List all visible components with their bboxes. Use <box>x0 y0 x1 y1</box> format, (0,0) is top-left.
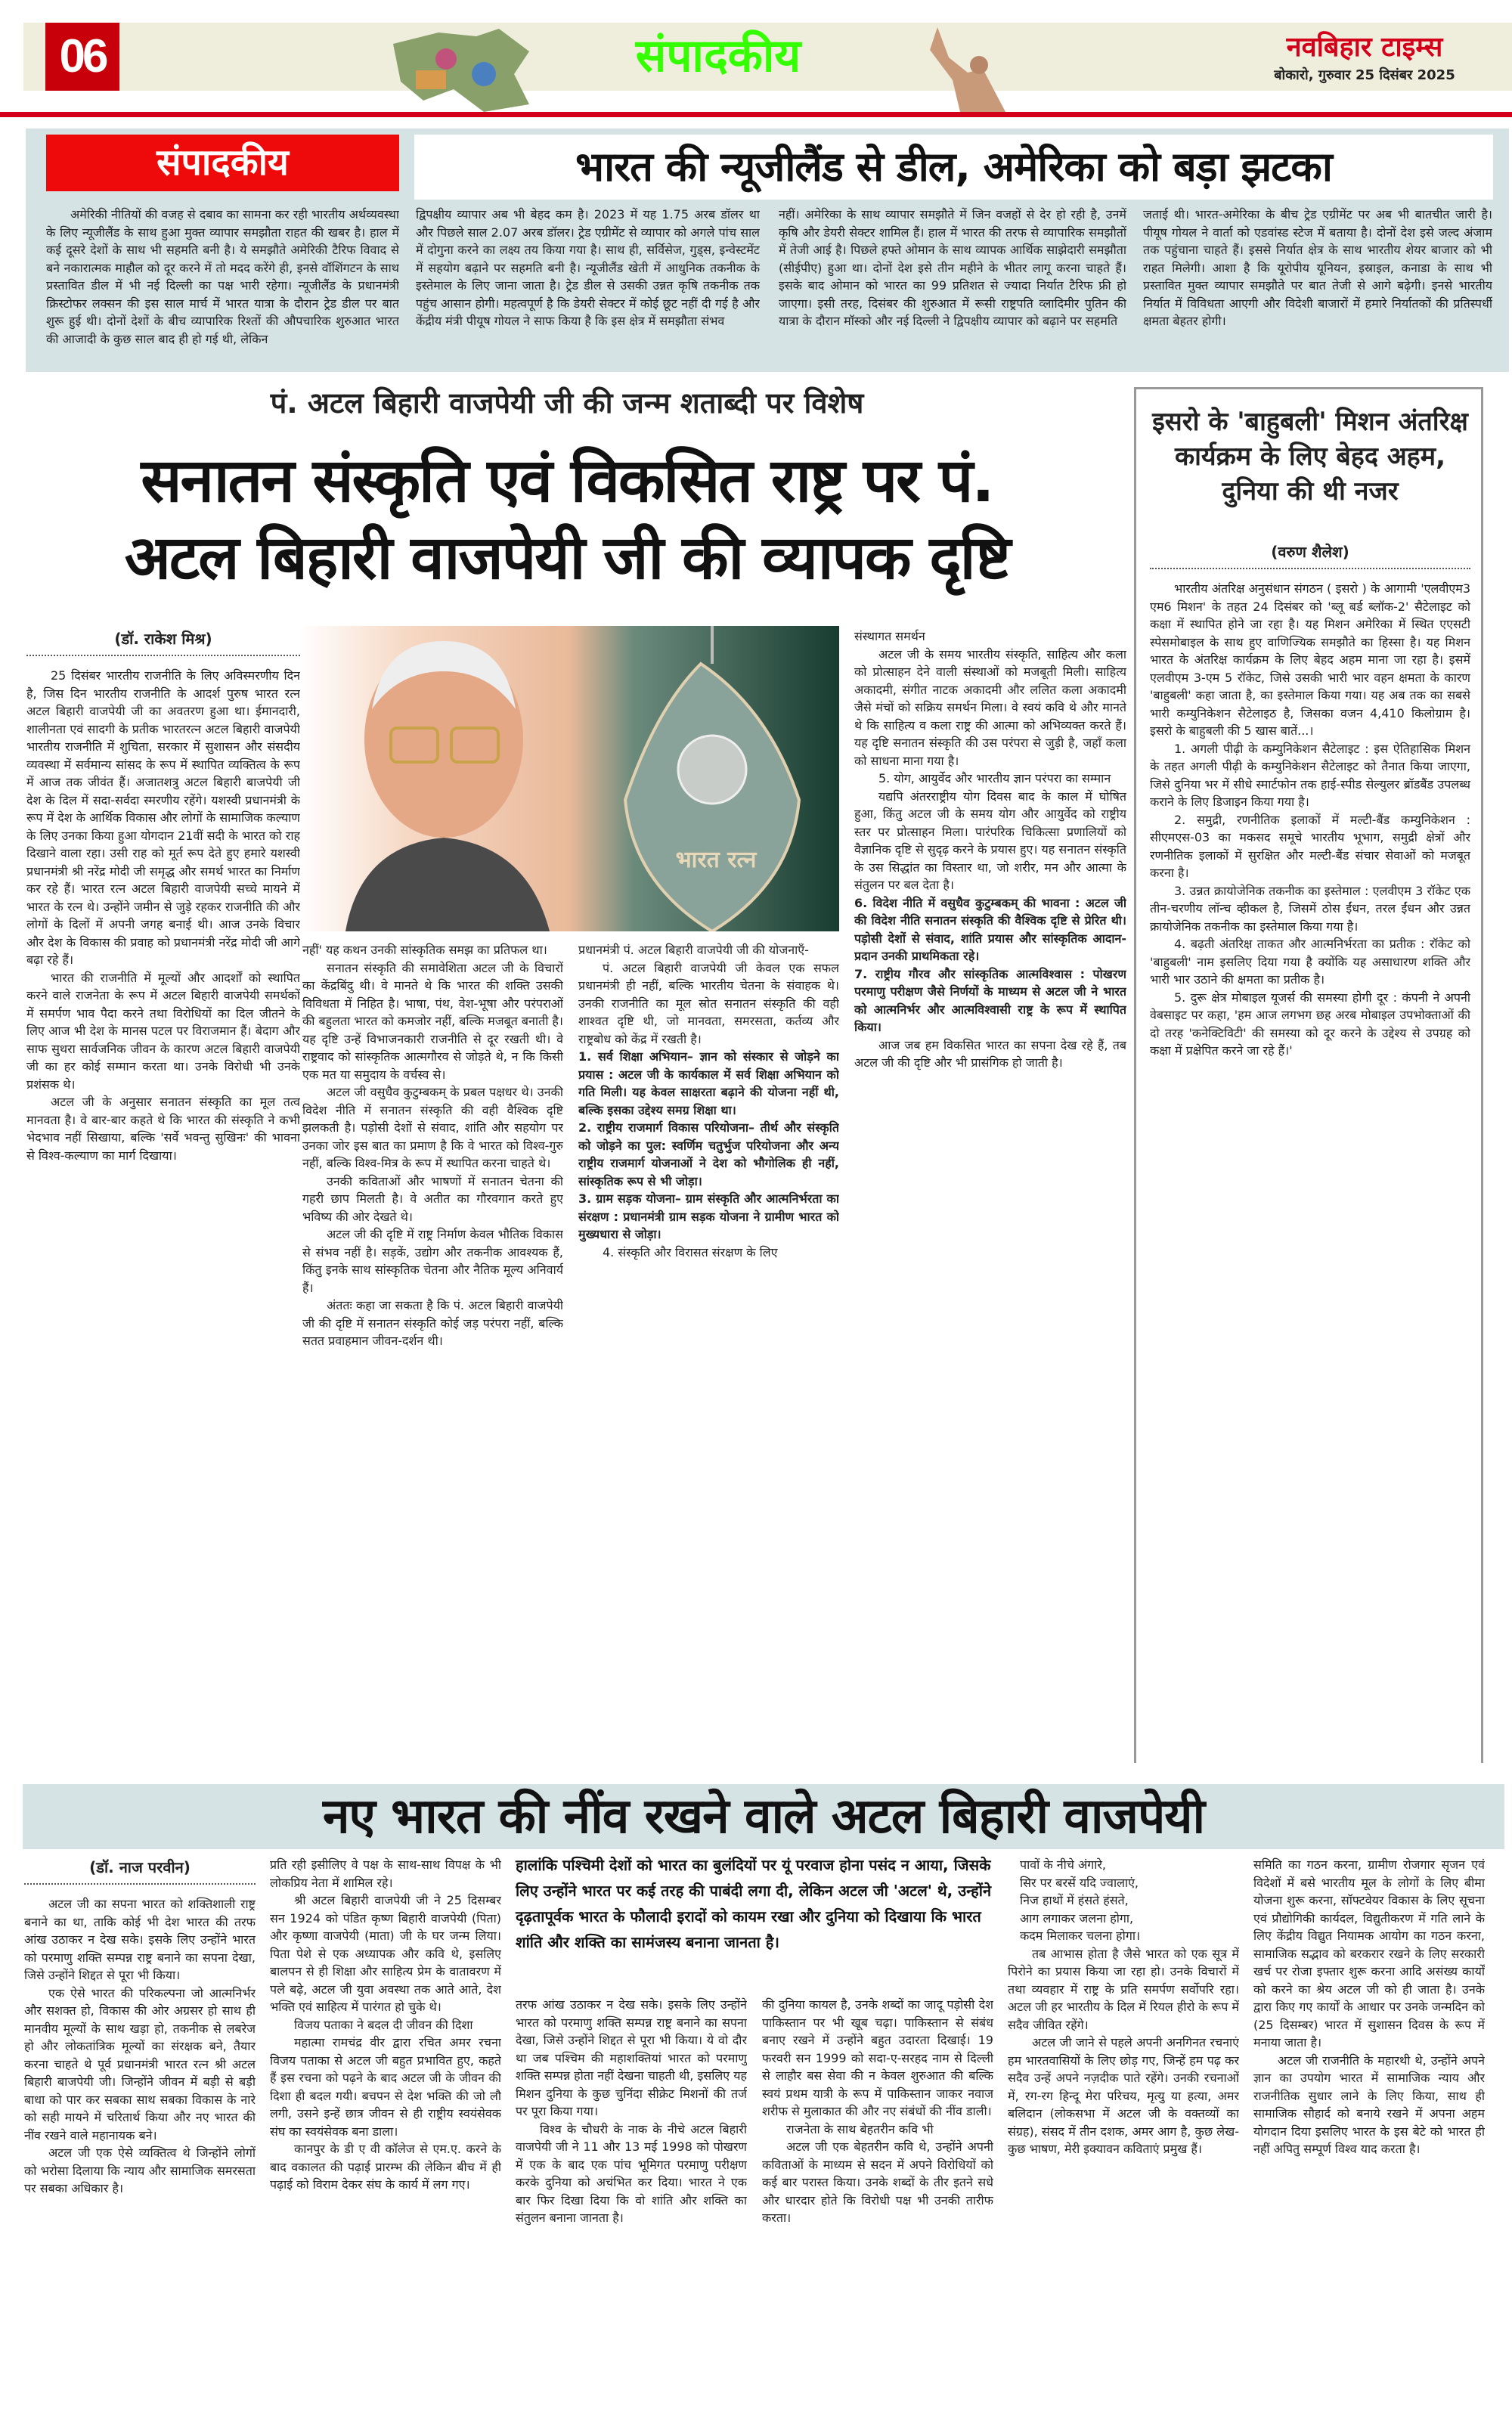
poem-line: आग लगाकर जलना होगा, <box>1020 1910 1134 1926</box>
paragraph: विश्व के चौधरी के नाक के नीचे अटल बिहारी वाजपेयी जी ने 11 और 13 मई 1998 को पोखरण में एक के बाद एक पांच भूमिगत परमाणु परीक्षण करके दुनिया को अचंभित कर दिया। भारत ने एक बार फिर दिखा दिया कि वो शांति और शक्ति का संतुलन बनाना जानता है। <box>516 2121 747 2225</box>
isro-headline: इसरो के 'बाहुबली' मिशन अंतरिक्ष कार्यक्रम के लिए बेहद अहम, दुनिया की थी नजर <box>1152 407 1468 507</box>
editorial-column-4 <box>1143 206 1492 366</box>
paragraph: राजनेता के साथ बेहतरीन कवि भी <box>786 2121 934 2136</box>
paragraph: 25 दिसंबर भारतीय राजनीति के लिए अविस्मरणीय दिन है, जिस दिन भारतीय राजनीति के आदर्श पुरुष भारत रत्न अटल बिहारी वाजपेयी जी का अवतरण हुआ था। ईमानदारी, शालीनता एवं सादगी के प्रतीक भारतरत्न अटल बिहारी वाजपेयी भारतीय राजनीति में शुचिता, सरकार में सुशासन और संसदीय व्यवस्था में सर्वमान्य सांसद के रूप में स्थापित व्यक्तित्व के रूप में आज तक जीवंत हैं। अजातशत्रु अटल बिहारी बाजपेयी जी देश के दिल में सदा-सर्वदा स्मरणीय रहेंगे। यशस्वी प्रधानमंत्री के रूप में देश के आर्थिक विकास और लोगों के सामाजिक कल्याण के लिए उनका किया हुआ योगदान 21वीं सदी के भारत को राह दिखाने वाला रहा। उसी राह को मूर्त रूप देते हुए हमारे यशस्वी प्रधानमंत्री श्री नरेंद्र मोदी जी समृद्ध और समर्थ भारत का निर्माण कर रहे हैं। भारत रत्न अटल बिहारी वाजपेयी सच्चे मायने में भारत के रत्न थे। उन्होंने जमीन से जुड़े रहकर राजनीति की और लोगों के दिलों में अपनी जगह बनाई थी। आज उनके विचार और देश के विकास की प्रवाह को प्रधानमंत्री नरेंद्र मोदी जी आगे बढ़ा रहे हैं। <box>26 668 300 967</box>
dateline: बोकारो, गुरुवार 25 दिसंबर 2025 <box>1274 67 1455 83</box>
byline: (डॉ. नाज परवीन) <box>24 1856 256 1885</box>
paragraph: नहीं' यह कथन उनकी सांस्कृतिक समझ का प्रतिफल था। <box>302 943 547 957</box>
paragraph: सनातन संस्कृति की समावेशिता अटल जी के विचारों का केंद्रबिंदु थी। वे मानते थे कि भारत की शक्ति उसकी विविधता में निहित है। भाषा, पंथ, वेश-भूषा और परंपराओं की बहुलता भारत को कमजोर नहीं, बल्कि मजबूत बनाती है। यह दृष्टि उन्हें विभाजनकारी राजनीति से दूर रखती थी। वे राष्ट्रवाद को सांस्कृतिक आत्मगौरव से जोड़ते थे, न कि किसी एक मत या समुदाय के वर्चस्व से। <box>302 960 563 1082</box>
bottom-column-4 <box>762 1996 993 2423</box>
medal-inscription: भारत रत्न <box>675 847 757 873</box>
paragraph: अमेरिकी नीतियों की वजह से दबाव का सामना कर रही भारतीय अर्थव्यवस्था के लिए न्यूजीलैंड के साथ हुआ मुक्त व्यापार समझौता राहत की खबर है। हाल में कई दूसरे देशों के साथ भी सहमति बनी है। ये समझौते अमेरिकी टैरिफ विवाद से बने नकारात्मक माहौल को दूर करने में तो मदद करेंगे ही, इनसे वॉशिंगटन के साथ प्रस्तावित डील में भी नई दिल्ली का पक्ष भारी रहेगा। न्यूजीलैंड के प्रधानमंत्री क्रिस्टोफर लक्सन की इस साल मार्च में भारत यात्रा के दौरान ट्रेड डील पर बात शुरू हुई थी। दोनों देशों के बीच व्यापारिक रिश्तों की औपचारिक शुरुआत भारत की आजादी के कुछ साल बाद ही हो गई थी, लेकिन <box>46 207 399 346</box>
article-column-1 <box>26 627 300 1761</box>
editorial-label: संपादकीय <box>46 135 399 191</box>
paragraph: भारतीय अंतरिक्ष अनुसंधान संगठन ( इसरो ) के आगामी 'एलवीएम3 एम6 मिशन' के तहत 24 दिसंबर को 'ब्लू बर्ड ब्लॉक-2' सैटेलाइट को कक्षा में स्थापित होने जा रहा है। यह मिशन अमेरिका में स्थित एएसटी स्पेसमोबाइल के साथ हुए वाणिज्यिक समझौते का हिस्सा है। यह मिशन भारत के अंतरिक्ष कार्यक्रम के लिए बेहद अहम माना जा रहा है। इसमें एलवीएम 3-एम 5 रॉकेट, जिसे उसकी भारी भार वहन क्षमता के कारण 'बाहुबली' कहा जाता है, का इस्तेमाल किया गया। यह अब तक का सबसे भारी कम्युनिकेशन सैटेलाइठ है, जिसका वजन 4,410 किलोग्राम है। इसरो के बाहुबली की 5 खास बातें...। <box>1150 581 1470 738</box>
bottom-column-2 <box>270 1856 501 2423</box>
paragraph: विजय पताका ने बदल दी जीवन की दिशा <box>294 2017 473 2032</box>
poem-line: निज हाथों में हंसते हंसते, <box>1020 1893 1129 1907</box>
headline-line: अटल बिहारी वाजपेयी जी की व्यापक दृष्टि <box>124 522 1010 593</box>
paragraph: समिति का गठन करना, ग्रामीण रोजगार सृजन एवं विदेशों में बसे भारतीय मूल के लोगों के लिए बीमा योजना शुरू करना, सॉफ्टवेयर विकास के लिए सूचना एवं प्रौद्योगिकी कार्यदल, विद्युतीकरण में गति लाने के लिए केंद्रीय विद्युत नियामक आयोग का गठन करना, सामाजिक सद्भाव को बरकरार रखने के लिए सरकारी खर्च पर रोजा इफ्तार शुरू करना आदि असंख्य कार्यों को करने का श्रेय अटल जी को ही जाता है। उनके द्वारा किए गए कार्यों के आधार पर उनके जन्मदिन को (25 दिसम्बर) भारत में सुशासन दिवस के रूप में मनाया जाता है। <box>1253 1857 1485 2049</box>
pull-quote: हालांकि पश्चिमी देशों को भारत का बुलंदियों पर यूं परवाज होना पसंद न आया, जिसके लिए उन्होंने भारत पर कई तरह की पाबंदी लगा दी, लेकिन अटल जी 'अटल' थे, उन्होंने दृढ़तापूर्वक भारत के फौलादी इरादों को कायम रखा और दुनिया को दिखाया कि भारत शांति और शक्ति का सामंजस्य बनाना जानता है। <box>516 1856 992 1951</box>
article-headline <box>23 442 1111 596</box>
paragraph: अंततः कहा जा सकता है कि पं. अटल बिहारी वाजपेयी जी की दृष्टि में सनातन संस्कृति कोई जड़ परंपरा नहीं, बल्कि सतत प्रवाहमान जीवन-दर्शन थी। <box>302 1298 563 1348</box>
paragraph: की दुनिया कायल है, उनके शब्दों का जादू पड़ोसी देश पाकिस्तान पर भी खूब चढ़ा। पाकिस्तान से संबंध बनाए रखने में उन्होंने बहुत उदारता दिखाई। 19 फरवरी सन 1999 को सदा-ए-सरहद नाम से दिल्ली से लाहौर बस सेवा की न केवल शुरुआत की बल्कि स्वयं प्रथम यात्री के रूप में पाकिस्तान जाकर नवाज शरीफ से मुलाकात की और नए संबंधों की नींव डाली। <box>762 1997 993 2118</box>
paragraph: तरफ आंख उठाकर न देख सके। इसके लिए उन्होंने भारत को परमाणु शक्ति सम्पन्न राष्ट्र बनाने का सपना देखा, जिसे उन्होंने शिद्दत से पूरा भी किया। ये वो दौर था जब पश्चिम की महाशक्तियां भारत को परमाणु शक्ति सम्पन्न होता नहीं देखना चाहती थी, इसलिए यह मिशन दुनिया के कुछ चुनिंदा सीक्रेट मिशनों की तर्ज पर पूरा किया गया। <box>516 1997 747 2118</box>
paragraph: अटल जी एक ऐसे व्यक्तित्व थे जिन्होंने लोगों को भरोसा दिलाया कि न्याय और सामाजिक समरसता पर सबका अधिकार है। <box>24 2146 256 2195</box>
paragraph: जताई थी। भारत-अमेरिका के बीच ट्रेड एग्रीमेंट पर अब भी बातचीत जारी है। पीयूष गोयल ने वार्ता को एडवांस्ड स्टेज में बताया है। दोनों देश इसे जल्द अंजाम तक पहुंचाना चाहते हैं। इससे निर्यात क्षेत्र के साथ भारतीय शेयर बाजार को भी राहत मिलेगी। आशा है कि यूरोपीय यूनियन, इस्राइल, कनाडा के साथ भी प्रस्तावित मुक्त व्यापार समझौते पर बात तेजी से आगे बढ़ेगी। इनसे भारतीय निर्यात में विविधता आएगी और विदेशी बाजारों में हमारे निर्यातकों की प्रतिस्पर्धी क्षमता बेहतर होगी। <box>1143 207 1492 328</box>
poem-line: कदम मिलाकर चलना होगा। <box>1020 1929 1141 1943</box>
subhead-paragraph: 1. सर्व शिक्षा अभियान– ज्ञान को संस्कार से जोड़ने का प्रयास : अटल जी के कार्यकाल में सर्व शिक्षा अभियान को गति मिली। यह केवल साक्षरता बढ़ाने की योजना नहीं थी, बल्कि इसका उद्देश्य समग्र शिक्षा था। <box>578 1049 839 1117</box>
poem-line: सिर पर बरसें यदि ज्वालाएं, <box>1020 1875 1139 1890</box>
paragraph: तब आभास होता है जैसे भारत को एक सूत्र में पिरोने का प्रयास किया जा रहा हो। उनके विचारों में तथा व्यवहार में राष्ट्र के प्रति समर्पण सर्वोपरि रहा। अटल जी हर भारतीय के दिल में रियल हीरो के रूप में सदैव जीवित रहेंगे। <box>1008 1946 1239 2032</box>
bottom-article-headline: नए भारत की नींव रखने वाले अटल बिहारी वाजपेयी <box>23 1784 1504 1849</box>
paragraph: उनकी कविताओं और भाषणों में सनातन चेतना की गहरी छाप मिलती है। वे अतीत का गौरवगान करते हुए भविष्य की ओर देखते थे। <box>302 1173 563 1224</box>
section-title: संपादकीय <box>635 29 801 82</box>
paragraph: संस्थागत समर्थन <box>854 629 925 643</box>
article-column-3 <box>578 941 839 1761</box>
bottom-column-3 <box>516 1996 747 2423</box>
isro-article-box <box>1134 387 1483 1763</box>
paragraph: अटल जी के अनुसार सनातन संस्कृति का मूल तत्व मानवता है। वे बार-बार कहते थे कि भारत की संस्कृति ने कभी भेदभाव नहीं सिखाया, बल्कि 'सर्वे भवन्तु सुखिनः' की भावना से विश्व-कल्याण का मार्ग दिखाया। <box>26 1095 300 1163</box>
subhead-paragraph: 7. राष्ट्रीय गौरव और सांस्कृतिक आत्मविश्वास : पोखरण परमाणु परीक्षण जैसे निर्णयों के माध्यम से अटल जी ने भारत को आत्मनिर्भर और आत्मविश्वासी राष्ट्र के रूप में स्थापित किया। <box>854 966 1126 1034</box>
paragraph: 4. बढ़ती अंतरिक्ष ताकत और आत्मनिर्भरता का प्रतीक : रॉकेट को 'बाहुबली' नाम इसलिए दिया गया है क्योंकि यह असाधारण शक्ति और भारी भार उठाने की क्षमता का प्रतीक है। <box>1150 937 1470 987</box>
paragraph: प्रधानमंत्री पं. अटल बिहारी वाजपेयी जी की योजनाएँ- <box>578 943 809 957</box>
poem-line: पावों के नीचे अंगारे, <box>1020 1857 1107 1872</box>
article-kicker: पं. अटल बिहारी वाजपेयी जी की जन्म शताब्दी पर विशेष <box>270 386 864 420</box>
paragraph: श्री अटल बिहारी वाजपेयी जी ने 25 दिसम्बर सन 1924 को पंडित कृष्ण बिहारी वाजपेयी (पिता) और कृष्णा वाजपेयी (माता) जी के घर जन्म लिया। पिता पेशे से एक अध्यापक और कवि थे, इसलिए बालपन से ही शिक्षा और साहित्य प्रेम के वातावरण में पले बढ़े, अटल जी युवा अवस्था तक आते आते, देश भक्ति एवं साहित्य में पारंगत हो चुके थे। <box>270 1893 501 2014</box>
byline: (डॉ. राकेश मिश्र) <box>26 627 300 656</box>
vajpayee-bharat-ratna-photo <box>300 626 839 931</box>
paragraph: द्विपक्षीय व्यापार अब भी बेहद कम है। 2023 में यह 1.75 अरब डॉलर था और पिछले साल 2.07 अरब डॉलर। ट्रेड एग्रीमेंट से व्यापार को अगले पांच साल में दोगुना करने का लक्ष्य तय किया गया है। साथ ही, सर्विसेज, गुड्स, इन्वेस्टमेंट में सहयोग बढ़ाने पर सहमति बनी है। न्यूजीलैंड खेती में आधुनिक तकनीक के इस्तेमाल के लिए जाना जाता है। ट्रेड डील से उसकी उन्नत कृषि तकनीक तक पहुंच आसान होगी। महत्वपूर्ण है कि डेयरी सेक्टर में कोई छूट नहीं दी गई है और केंद्रीय मंत्री पीयूष गोयल ने साफ किया है कि इस क्षेत्र में समझौता संभव <box>416 207 760 328</box>
article-column-4 <box>854 627 1126 1761</box>
isro-body <box>1150 541 1470 1758</box>
paragraph: 4. संस्कृति और विरासत संरक्षण के लिए <box>603 1244 778 1259</box>
paragraph: अटल जी के समय भारतीय संस्कृति, साहित्य और कला को प्रोत्साहन देने वाली संस्थाओं को मजबूती मिली। साहित्य अकादमी, संगीत नाटक अकादमी और ललित कला अकादमी जैसे मंचों को सक्रिय समर्थन मिला। वे स्वयं कवि थे और मानते थे कि साहित्य व कला राष्ट्र की आत्मा को अभिव्यक्त करते हैं। यह दृष्टि सनातन संस्कृति की उस परंपरा से जुड़ी है, जहाँ कला को साधना माना गया है। <box>854 646 1126 768</box>
editorial-column-2 <box>416 206 760 366</box>
paragraph: अटल जी वसुधैव कुटुम्बकम् के प्रबल पक्षधर थे। उनकी विदेश नीति में सनातन संस्कृति की वही वैश्विक दृष्टि झलकती है। पड़ोसी देशों से संवाद, शांति और सहयोग पर उनका जोर इस बात का प्रमाण है कि वे भारत को विश्व-गुरु नहीं, बल्कि विश्व-मित्र के रूप में स्थापित करना चाहते थे। <box>302 1085 563 1170</box>
editorial-column-3 <box>779 206 1126 366</box>
paragraph: यद्यपि अंतरराष्ट्रीय योग दिवस बाद के काल में घोषित हुआ, किंतु अटल जी के समय योग और आयुर्वेद को राष्ट्रीय स्तर पर प्रोत्साहन मिला। पारंपरिक चिकित्सा प्रणालियों को वैज्ञानिक दृष्टि से सुदृढ़ करने के प्रयास हुए। यह सनातन संस्कृति के उस सिद्धांत का विस्तार था, जो शरीर, मन और आत्मा के संतुलन पर बल देता है। <box>854 788 1126 892</box>
state-map-collage-icon <box>378 29 559 112</box>
paragraph: अटल जी जाने से पहले अपनी अनगिनत रचनाएं हम भारतवासियों के लिए छोड़ गए, जिन्हें हम पढ़ कर सदैव उन्हें अपने नज़दीक पाते रहेंगे। उनकी रचनाओं में, रग-रग हिन्दू मेरा परिचय, मृत्यु या हत्या, अमर बलिदान (लोकसभा में अटल जी के वक्तव्यों का संग्रह), संसद में तीन दशक, अमर आग है, कुछ लेख-कुछ भाषण, मेरी इक्यावन कविताएं प्रमुख हैं। <box>1008 2035 1239 2156</box>
bottom-column-5 <box>1008 1856 1239 2423</box>
subhead-paragraph: 3. ग्राम सड़क योजना– ग्राम संस्कृति और आत्मनिर्भरता का संरक्षण : प्रधानमंत्री ग्राम सड़क योजना ने ग्रामीण भारत को मुख्यधारा से जोड़ा। <box>578 1191 839 1241</box>
paragraph: अटल जी की दृष्टि में राष्ट्र निर्माण केवल भौतिक विकास से संभव नहीं है। सड़कें, उद्योग और तकनीक आवश्यक हैं, किंतु इनके साथ सांस्कृतिक चेतना और नैतिक मूल्य अनिवार्य हैं। <box>302 1227 563 1295</box>
paragraph: 5. दुरू क्षेत्र मोबाइल यूजर्स की समस्या होगी दूर : कंपनी ने अपनी वेबसाइट पर कहा, 'हम आज लगभग छह अरब मोबाइल उपभोक्ताओं की दो तरह 'कनेक्टिविटी' की समस्या को दूर करने के उद्देश्य से उपग्रह को कक्षा में प्रक्षेपित करने जा रहे हैं।' <box>1150 990 1470 1058</box>
subhead-paragraph: 2. राष्ट्रीय राजमार्ग विकास परियोजना– तीर्थ और संस्कृति को जोड़ने का पुल: स्वर्णिम चतुर्भुज परियोजना और अन्य राष्ट्रीय राजमार्ग योजनाओं ने देश को भौगोलिक ही नहीं, सांस्कृतिक रूप से भी जोड़ा। <box>578 1120 839 1188</box>
statue-archer-icon <box>907 27 1043 112</box>
paragraph: अटल जी का सपना भारत को शक्तिशाली राष्ट्र बनाने का था, ताकि कोई भी देश भारत की तरफ आंख उठाकर न देख सके। इसके लिए उन्होंने भारत को परमाणु शक्ति सम्पन्न राष्ट्र बनाने का सपना देखा, जिसे उन्होंने शिद्दत से पूरा भी किया। <box>24 1897 256 1982</box>
paragraph: भारत की राजनीति में मूल्यों और आदर्शों को स्थापित करने वाले राजनेता के रूप में अटल बिहारी वाजपेयी समर्थकों में समर्पण भाव पैदा करने तथा विरोधियों का दिल जीतने के लिए आज भी देश के मानस पटल पर विराजमान हैं। बेदाग और साफ सुथरा सार्वजनिक जीवन के कारण अटल बिहारी वाजपेयी जी का हर कोई सम्मान करता था। उनके विरोधी भी उनके प्रशंसक थे। <box>26 970 300 1092</box>
paragraph: आज जब हम विकसित भारत का सपना देख रहे हैं, तब अटल जी की दृष्टि और भी प्रासंगिक हो जाती है। <box>854 1037 1126 1070</box>
paragraph: अटल जी एक बेहतरीन कवि थे, उन्होंने अपनी कविताओं के माध्यम से सदन में अपने विरोधियों को कई बार परास्त किया। उनके शब्दों के तीर इतने सधे और धारदार होते कि विरोधी पक्ष भी उनकी तारीफ करता। <box>762 2139 993 2225</box>
editorial-headline: भारत की न्यूजीलैंड से डील, अमेरिका को बड़ा झटका <box>414 135 1493 200</box>
paragraph: 2. समुद्री, रणनीतिक इलाकों में मल्टी-बैंड कम्युनिकेशन : सीएमएस-03 का मकसद समूचे भारतीय भूभाग, समुद्री क्षेत्रों और रणनीतिक इलाकों में सुरक्षित और मल्टी-बैंड संचार सेवाओं को मजबूत करना है। <box>1150 812 1470 880</box>
editorial-column-1 <box>46 206 399 366</box>
paragraph: प्रति रही इसीलिए वे पक्ष के साथ-साथ विपक्ष के भी लोकप्रिय नेता में शामिल रहे। <box>270 1857 501 1890</box>
paragraph: 3. उन्नत क्रायोजेनिक तकनीक का इस्तेमाल : एलवीएम 3 रॉकेट एक तीन-चरणीय लॉन्च व्हीकल है, जिसमें ठोस ईंधन, तरल ईंधन और उन्नत क्रायोजेनिक तकनीक का इस्तेमाल किया गया है। <box>1150 883 1470 934</box>
paragraph: 5. योग, आयुर्वेद और भारतीय ज्ञान परंपरा का सम्मान <box>878 771 1111 785</box>
paragraph: महात्मा रामचंद्र वीर द्वारा रचित अमर रचना विजय पताका से अटल जी बहुत प्रभावित हुए, कहते हैं इस रचना को पढ़ने के बाद अटल जी के जीवन की दिशा ही बदल गयी। बचपन से देश भक्ति की जो लौ लगी, उसने इन्हें छात्र जीवन से ही राष्ट्रीय स्वयंसेवक संघ का स्वयंसेवक बना डाला। <box>270 2035 501 2139</box>
byline: (वरुण शैलेश) <box>1150 541 1470 569</box>
paragraph: पं. अटल बिहारी वाजपेयी जी केवल एक सफल प्रधानमंत्री ही नहीं, बल्कि भारतीय चेतना के संवाहक थे। उनकी राजनीति का मूल स्रोत सनातन संस्कृति की वही शाश्वत दृष्टि थी, जो मानवता, समरसता, कर्तव्य और राष्ट्रबोध को केंद्र में रखती है। <box>578 960 839 1046</box>
bottom-column-6 <box>1253 1856 1485 2423</box>
article-column-2 <box>302 941 563 1761</box>
paragraph: कानपुर के डी ए वी कॉलेज से एम.ए. करने के बाद वकालत की पढ़ाई प्रारम्भ की लेकिन बीच में ही पढ़ाई को विराम देकर संघ के कार्य में लग गए। <box>270 2142 501 2192</box>
paragraph: 1. अगली पीढ़ी के कम्युनिकेशन सैटेलाइट : इस ऐतिहासिक मिशन के तहत अगली पीढ़ी के कम्युनिकेशन सैटेलाइट को तैनात किया जाएगा, जिसे दुनिया भर में सीधे स्मार्टफोन तक हाई-स्पीड सेल्युलर ब्रॉडबैंड उपलब्ध कराने के लिए डिजाइन किया गया है। <box>1150 741 1470 809</box>
subhead-paragraph: 6. विदेश नीति में वसुधैव कुटुम्बकम् की भावना : अटल जी की विदेश नीति सनातन संस्कृति की वैश्विक दृष्टि से प्रेरित थी। पड़ोसी देशों से संवाद, शांति प्रयास और सांस्कृतिक आदान-प्रदान उनकी प्राथमिकता रहे। <box>854 895 1126 963</box>
headline-line: सनातन संस्कृति एवं विकसित राष्ट्र पर पं. <box>141 445 993 516</box>
paragraph: अटल जी राजनीति के महारथी थे, उन्होंने अपने ज्ञान का उपयोग भारत में सामाजिक न्याय और राजनीतिक सुधार लाने के लिए किया, साथ ही सामाजिक सौहार्द को बनाये रखने में अपना अहम योगदान दिया इसलिए भारत के इस बेटे को भारत ही नहीं अपितु सम्पूर्ण विश्व याद करता है। <box>1253 2053 1485 2156</box>
masthead-logo: नवबिहार टाइम्स <box>1286 32 1443 63</box>
header-divider <box>0 112 1512 117</box>
paragraph: एक ऐसे भारत की परिकल्पना जो आत्मनिर्भर और सशक्त हो, विकास की ओर अग्रसर हो साथ ही मानवीय मूल्यों के साथ खड़ा हो, तकनीक से लबरेज हो और लोकतांत्रिक मूल्यों का संरक्षक बने, तैयार करना चाहते थे पूर्व प्रधानमंत्री भारत रत्न श्री अटल बिहारी बाजपेयी जी। जिन्होंने जीवन में बड़ी से बड़ी बाधा को पार कर सबका साथ सबका विकास के नारे को सही मायने में चरितार्थ किया और नए भारत की नींव रखने वाले महानायक बने। <box>24 1985 256 2142</box>
bottom-column-1 <box>24 1856 256 2423</box>
portrait-and-medal-icon <box>300 626 839 931</box>
paragraph: नहीं। अमेरिका के साथ व्यापार समझौते में जिन वजहों से देर हो रही है, उनमें कृषि और डेयरी सेक्टर शामिल हैं। हाल में भारत की तरफ से व्यापारिक समझौतों में तेजी आई है। पिछले हफ्ते ओमान के साथ व्यापक आर्थिक साझेदारी समझौता (सीईपीए) हुआ था। दोनों देश इसे तीन महीने के भीतर लागू करना चाहते हैं। इसके बाद ओमान को भारत का 99 प्रतिशत से ज्यादा निर्यात टैरिफ फ्री हो जाएगा। इसी तरह, दिसंबर की शुरुआत में रूसी राष्ट्रपति व्लादिमीर पुतिन की यात्रा के दौरान मॉस्को और नई दिल्ली ने द्विपक्षीय व्यापार को बढ़ाने पर सहमति <box>779 207 1126 328</box>
page-number: 06 <box>45 23 119 91</box>
